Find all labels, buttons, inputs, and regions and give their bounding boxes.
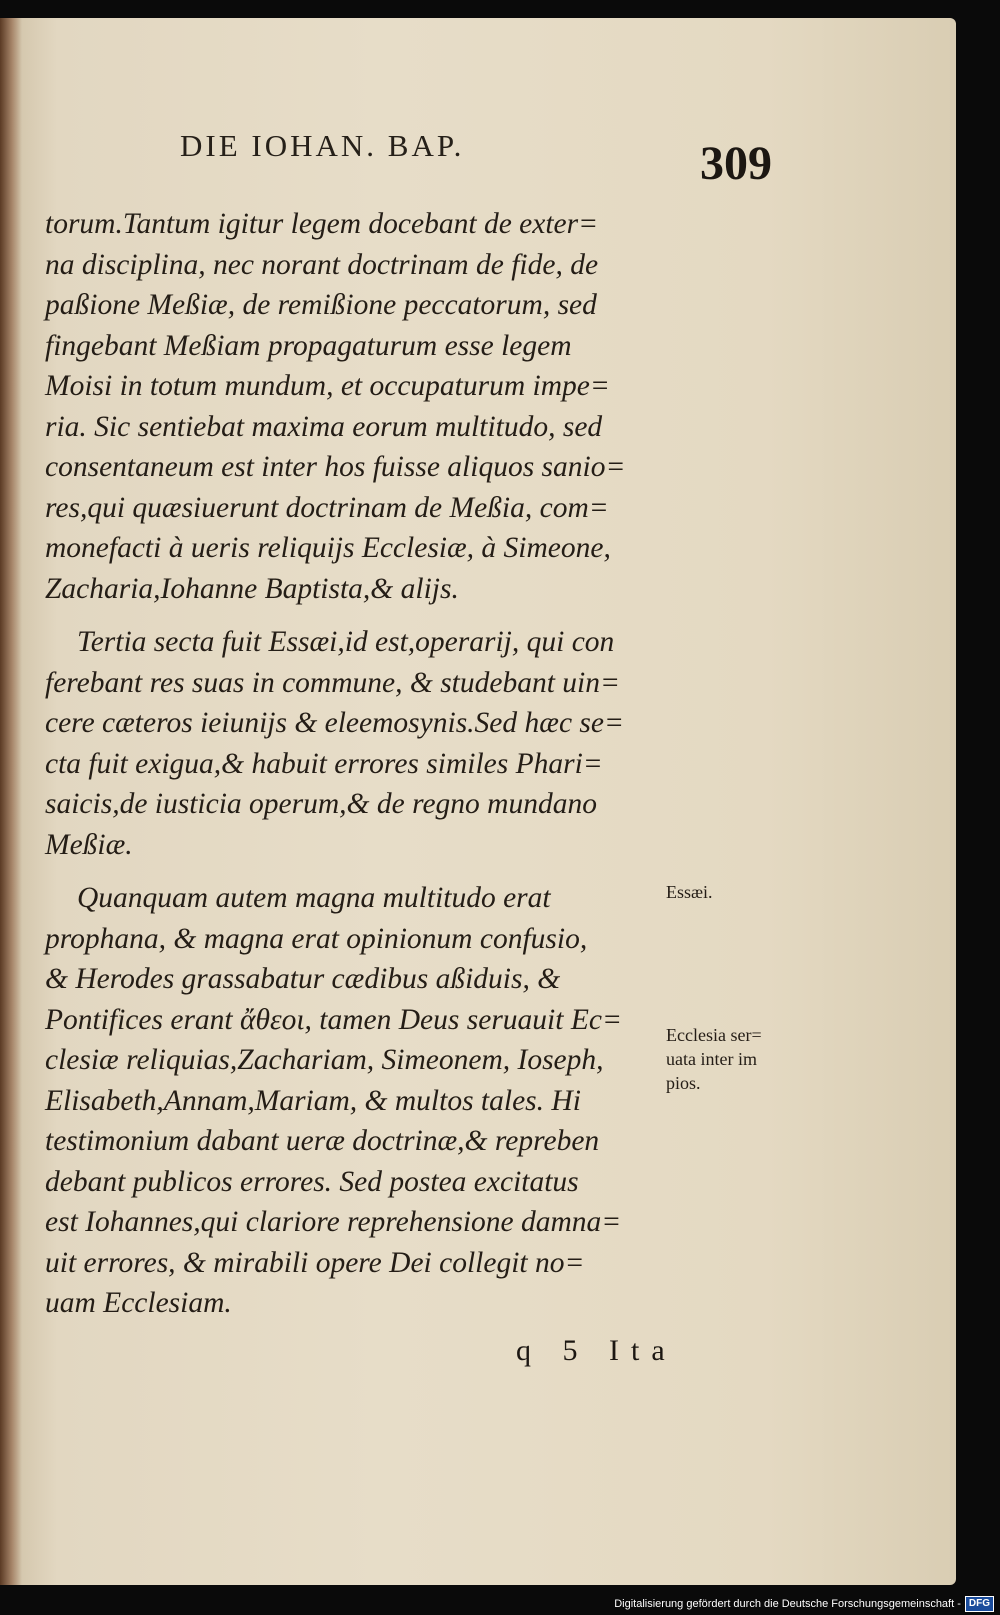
text-line: Pontifices erant ἄθεοι, tamen Deus seruauit Ec=: [45, 1003, 622, 1036]
text-line: res,qui quæsiuerunt doctrinam de Meßia, com=: [45, 491, 609, 524]
text-line: paßione Meßiæ, de remißione peccatorum, sed: [45, 289, 597, 321]
text-line: Moisi in totum mundum, et occupaturum impe=: [45, 370, 610, 402]
text-line: Elisabeth,Annam,Mariam, & multos tales. Hi: [45, 1084, 581, 1117]
catchword-signature: q 5 Ita: [516, 1334, 677, 1367]
text-line: fingebant Meßiam propagaturum esse legem: [45, 329, 572, 362]
text-line: ferebant res suas in commune, & studebant uin=: [45, 666, 620, 699]
text-line: monefacti à ueris reliquijs Ecclesiæ, à Simeone,: [45, 532, 611, 564]
text-line: prophana, & magna erat opinionum confusio,: [45, 922, 588, 955]
text-line: Meßiæ.: [45, 828, 133, 861]
digitization-credit: [614, 1593, 994, 1615]
running-title: DIE IOHAN. BAP.: [180, 128, 465, 163]
text-line: uam Ecclesiam.: [45, 1287, 232, 1319]
book-spine-shadow: [0, 18, 22, 1585]
paragraph-1: [45, 204, 665, 609]
page-number: 309: [700, 137, 772, 190]
text-line: saicis,de iusticia operum,& de regno mundano: [45, 788, 597, 820]
text-line: torum.Tantum igitur legem docebant de exter=: [45, 208, 599, 240]
text-line: Zacharia,Iohanne Baptista,& alijs.: [45, 572, 459, 605]
main-text-block: [45, 204, 665, 1324]
text-line: debant publicos errores. Sed postea excitatus: [45, 1165, 579, 1198]
text-line: cere cæteros ieiunijs & eleemosynis.Sed hæc se=: [45, 707, 624, 739]
text-line: cta fuit exigua,& habuit errores similes Phari=: [45, 747, 603, 780]
paragraph-3: [45, 878, 665, 1324]
dfg-logo: DFG: [965, 1596, 994, 1612]
text-line: testimonium dabant ueræ doctrinæ,& repreben: [45, 1125, 600, 1157]
text-line: uit errores, & mirabili opere Dei collegit no=: [45, 1246, 585, 1279]
margin-note-ecclesia: Ecclesia ser= uata inter im pios.: [666, 1025, 762, 1093]
text-line: consentaneum est inter hos fuisse aliquos sanio=: [45, 451, 626, 483]
text-line: na disciplina, nec norant doctrinam de fide, de: [45, 248, 599, 281]
paragraph-2: [45, 622, 665, 865]
text-line: Quanquam autem magna multitudo erat: [77, 882, 551, 914]
margin-note-essaei: Essæi.: [666, 882, 713, 902]
book-page: [0, 18, 956, 1585]
text-line: & Herodes grassabatur cædibus aßiduis, &: [45, 963, 561, 995]
text-line: Tertia secta fuit Essæi,id est,operarij, qui con: [77, 626, 615, 658]
credit-text: Digitalisierung gefördert durch die Deutsche Forschungsgemeinschaft -: [614, 1598, 961, 1610]
text-line: est Iohannes,qui clariore reprehensione damna=: [45, 1206, 622, 1238]
text-line: ria. Sic sentiebat maxima eorum multitudo, sed: [45, 410, 603, 443]
text-line: clesiæ reliquias,Zachariam, Simeonem, Ioseph,: [45, 1044, 604, 1076]
